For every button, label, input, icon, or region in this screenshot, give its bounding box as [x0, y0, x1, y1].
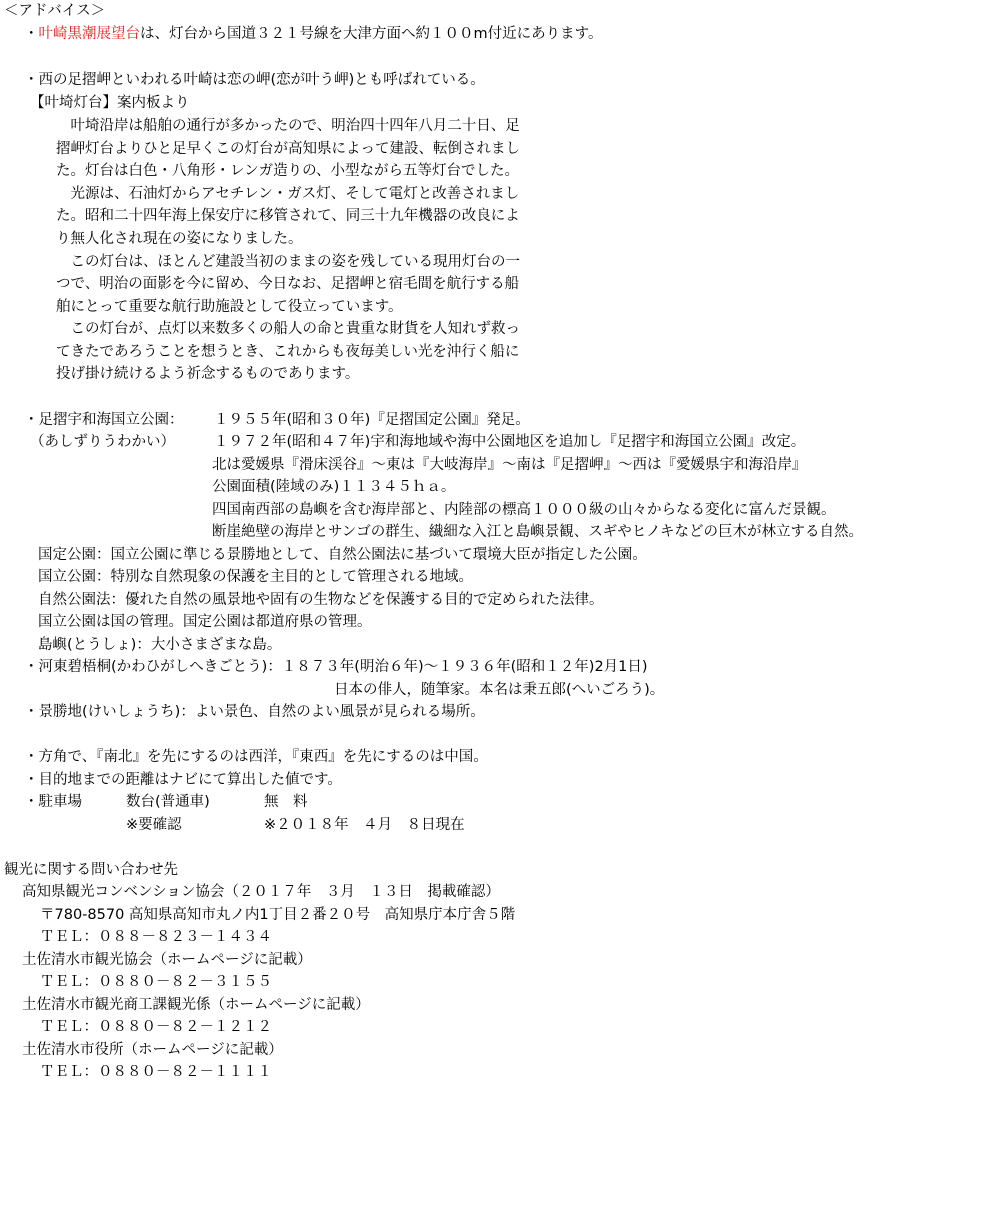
nickname-line: ・西の足摺岬といわれる叶崎は恋の岬(恋が叶う岬)とも呼ばれている。 — [24, 72, 485, 88]
scenic-line: ・景勝地(けいしょうち)：よい景色、自然のよい風景が見られる場所。 — [24, 704, 485, 720]
contact-name: 土佐清水市観光協会（ホームページに記載） — [22, 952, 312, 968]
park-line: １９５５年(昭和３０年)『足摺国定公園』発足。 — [214, 412, 530, 428]
contact-tel: ＴＥＬ：０８８０－８２－１１１１ — [40, 1064, 272, 1080]
park-reading: （あしずりうわかい） — [30, 434, 175, 450]
signboard-line: 投げ掛け続けるよう祈念するものであります。 — [56, 366, 360, 382]
signboard-line: 摺岬灯台よりひと足早くこの灯台が高知県によって建設、転倒されまし — [56, 141, 520, 157]
park-line: 北は愛媛県『滑床渓谷』～東は『大岐海岸』～南は『足摺岬』～西は『愛媛県宇和海沿岸』 — [212, 457, 807, 473]
park-line: １９７２年(昭和４７年)宇和海地域や海中公園地区を追加し『足摺宇和海国立公園』改定。 — [214, 434, 806, 450]
distance-note: ・目的地までの距離はナビにて算出した値です。 — [24, 772, 342, 788]
park-line: 公園面積(陸域のみ)１１３４５ｈａ。 — [212, 479, 456, 495]
signboard-line: つで、明治の面影を今に留め、今日なお、足摺岬と宿毛間を航行する船 — [56, 276, 520, 292]
parking-label: ・駐車場 — [24, 794, 82, 810]
observatory-name: 叶崎黒潮展望台 — [38, 26, 140, 42]
contact-name: 土佐清水市観光商工課観光係（ホームページに記載） — [22, 997, 370, 1013]
direction-note: ・方角で、『南北』を先にするのは西洋，『東西』を先にするのは中国。 — [24, 749, 488, 765]
contact-tel: ＴＥＬ：０８８０－８２－１２１２ — [40, 1019, 272, 1035]
contact-name: 高知県観光コンベンション協会（２０１７年 ３月 １３日 掲載確認） — [22, 884, 500, 900]
bullet: ・ — [24, 26, 39, 42]
contact-tel: ＴＥＬ：０８８０－８２－３１５５ — [40, 974, 272, 990]
observatory-line — [24, 24, 602, 44]
park-line: 断崖絶壁の海岸とサンゴの群生、繊細な入江と島嶼景観、スギやヒノキなどの巨木が林立する自然。 — [212, 524, 864, 540]
definition-line: 国立公園：特別な自然現象の保護を主目的として管理される地域。 — [38, 569, 473, 585]
signboard-line: この灯台が、点灯以来数多くの船人の命と貴重な財貨を人知れず救っ — [56, 321, 520, 337]
contacts-title: 観光に関する問い合わせ先 — [4, 862, 178, 878]
signboard-line: 舶にとって重要な航行助施設として役立っています。 — [56, 299, 403, 315]
signboard-line: た。灯台は白色・八角形・レンガ造りの、小型ながら五等灯台でした。 — [56, 163, 520, 179]
contact-tel: ＴＥＬ：０８８－８２３－１４３４ — [40, 929, 272, 945]
signboard-line: 叶埼沿岸は船舶の通行が多かったので、明治四十四年八月二十日、足 — [56, 118, 520, 134]
advice-header: ＜アドバイス＞ — [4, 3, 106, 19]
signboard-line: この灯台は、ほとんど建設当初のままの姿を残している現用灯台の一 — [56, 254, 520, 270]
definition-line: 自然公園法：優れた自然の風景地や固有の生物などを保護する目的で定められた法律。 — [38, 592, 604, 608]
parking-date: ※２０１８年 ４月 ８日現在 — [264, 817, 465, 833]
park-line: 四国南西部の島嶼を含む海岸部と、内陸部の標高１０００級の山々からなる変化に富んだ景観。 — [212, 502, 836, 518]
hekigoto-desc: 日本の俳人，随筆家。本名は秉五郎(へいごろう)。 — [334, 682, 665, 698]
signboard-line: り無人化され現在の姿になりました。 — [56, 231, 303, 247]
signboard-title: 【叶埼灯台】案内板より — [30, 95, 190, 111]
hekigoto-line: ・河東碧梧桐(かわひがしへきごとう)：１８７３年(明治６年)～１９３６年(昭和１２年)2月1日) — [24, 659, 648, 675]
parking-fee: 無 料 — [264, 794, 308, 810]
parking-confirm: ※要確認 — [126, 817, 182, 833]
definition-line: 島嶼(とうしょ)：大小さまざまな島。 — [38, 637, 282, 653]
contact-name: 土佐清水市役所（ホームページに記載） — [22, 1042, 283, 1058]
parking-count: 数台(普通車) — [126, 794, 210, 810]
definition-line: 国定公園：国立公園に準じる景勝地として、自然公園法に基づいて環境大臣が指定した公園。 — [38, 547, 647, 563]
signboard-line: てきたであろうことを想うとき、これからも夜毎美しい光を沖行く船に — [56, 344, 520, 360]
observatory-text: は、灯台から国道３２１号線を大津方面へ約１００m付近にあります。 — [140, 26, 603, 42]
signboard-line: た。昭和二十四年海上保安庁に移管されて、同三十九年機器の改良によ — [56, 208, 520, 224]
definition-line: 国立公園は国の管理。国定公園は都道府県の管理。 — [38, 614, 372, 630]
park-label: ・足摺宇和海国立公園： — [24, 412, 184, 428]
signboard-line: 光源は、石油灯からアセチレン・ガス灯、そして電灯と改善されまし — [56, 186, 520, 202]
contact-address: 〒780-8570 高知県高知市丸ノ内1丁目２番２０号 高知県庁本庁舎５階 — [40, 907, 516, 923]
